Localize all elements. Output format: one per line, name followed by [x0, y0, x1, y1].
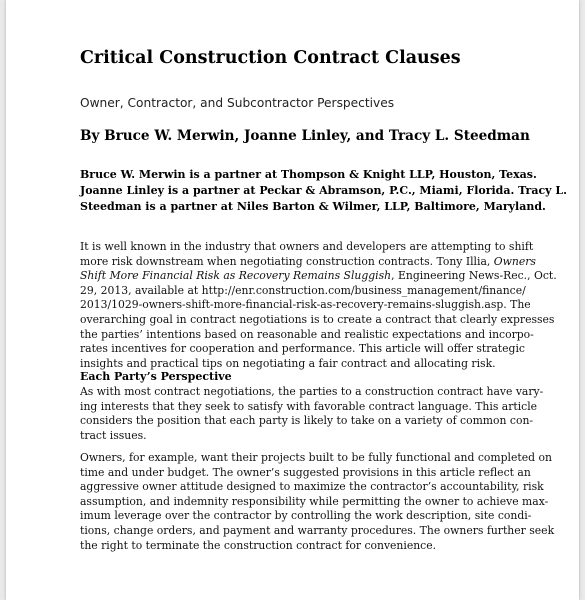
paragraph-line: the parties’ intentions based on reasonable and realistic expectations and incorpo-	[80, 327, 534, 341]
author-byline: By Bruce W. Merwin, Joanne Linley, and Tracy L. Steedman	[80, 128, 530, 144]
paragraph-line: ing interests that they seek to satisfy with favorable contract language. This article	[80, 399, 538, 413]
paragraph-line: Owners, for example, want their projects built to be fully functional and completed on	[80, 451, 552, 464]
paragraph-line: assumption, and indemnity responsibility while permitting the owner to achieve max-	[80, 494, 549, 508]
paragraph-line: considers the position that each party is likely to take on a variety of common con-	[80, 414, 534, 428]
paragraph-line: As with most contract negotiations, the parties to a construction contract have vary-	[80, 385, 544, 398]
paragraph-line: tract issues.	[80, 428, 147, 442]
bio-line: Joanne Linley is a partner at Peckar & Abramson, P.C., Miami, Florida. Tracy L.	[80, 184, 567, 197]
paragraph-line	[80, 269, 560, 284]
bio-line: Bruce W. Merwin is a partner at Thompson & Knight LLP, Houston, Texas.	[80, 168, 537, 181]
owners-paragraph	[80, 451, 560, 553]
citation-title: Shift More Financial Risk as Recovery Remains Sluggish	[80, 269, 392, 283]
paragraph-line: insights and practical tips on negotiating a fair contract and allocating risk.	[80, 356, 496, 370]
document-title: Critical Construction Contract Clauses	[80, 48, 461, 68]
paragraph-text: more risk downstream when negotiating construction contracts. Tony Illia,	[80, 254, 494, 268]
paragraph-line: imum leverage over the contractor by controlling the work description, site condi-	[80, 509, 532, 523]
section-heading: Each Party’s Perspective	[80, 370, 232, 383]
paragraph-line: the right to terminate the construction contract for convenience.	[80, 538, 437, 552]
author-bio	[80, 167, 567, 215]
paragraph-line: 2013/1029-owners-shift-more-financial-risk-as-recovery-remains-sluggish.asp. The	[80, 298, 531, 312]
paragraph-line: 29, 2013, available at http://enr.construction.com/business_management/finance/	[80, 283, 526, 297]
paragraph-line	[80, 255, 560, 270]
intro-paragraph	[80, 240, 560, 371]
paragraph-line: overarching goal in contract negotiations is to create a contract that clearly expresses	[80, 312, 555, 326]
citation-title: Owners	[493, 254, 536, 268]
paragraph-line: It is well known in the industry that owners and developers are attempting to shift	[80, 240, 534, 253]
document-subtitle: Owner, Contractor, and Subcontractor Perspectives	[80, 96, 395, 110]
paragraph-line: tions, change orders, and payment and warranty procedures. The owners further seek	[80, 523, 555, 537]
paragraph-line: rates incentives for cooperation and performance. This article will offer strategic	[80, 342, 525, 356]
bio-line: Steedman is a partner at Niles Barton & Wilmer, LLP, Baltimore, Maryland.	[80, 200, 546, 213]
paragraph-line: time and under budget. The owner’s suggested provisions in this article reflect an	[80, 465, 531, 479]
document-page	[6, 0, 579, 600]
paragraph-text: , Engineering News-Rec., Oct.	[391, 269, 557, 283]
paragraph-line: aggressive owner attitude designed to maximize the contractor’s accountability, risk	[80, 480, 544, 494]
perspective-paragraph	[80, 385, 560, 443]
